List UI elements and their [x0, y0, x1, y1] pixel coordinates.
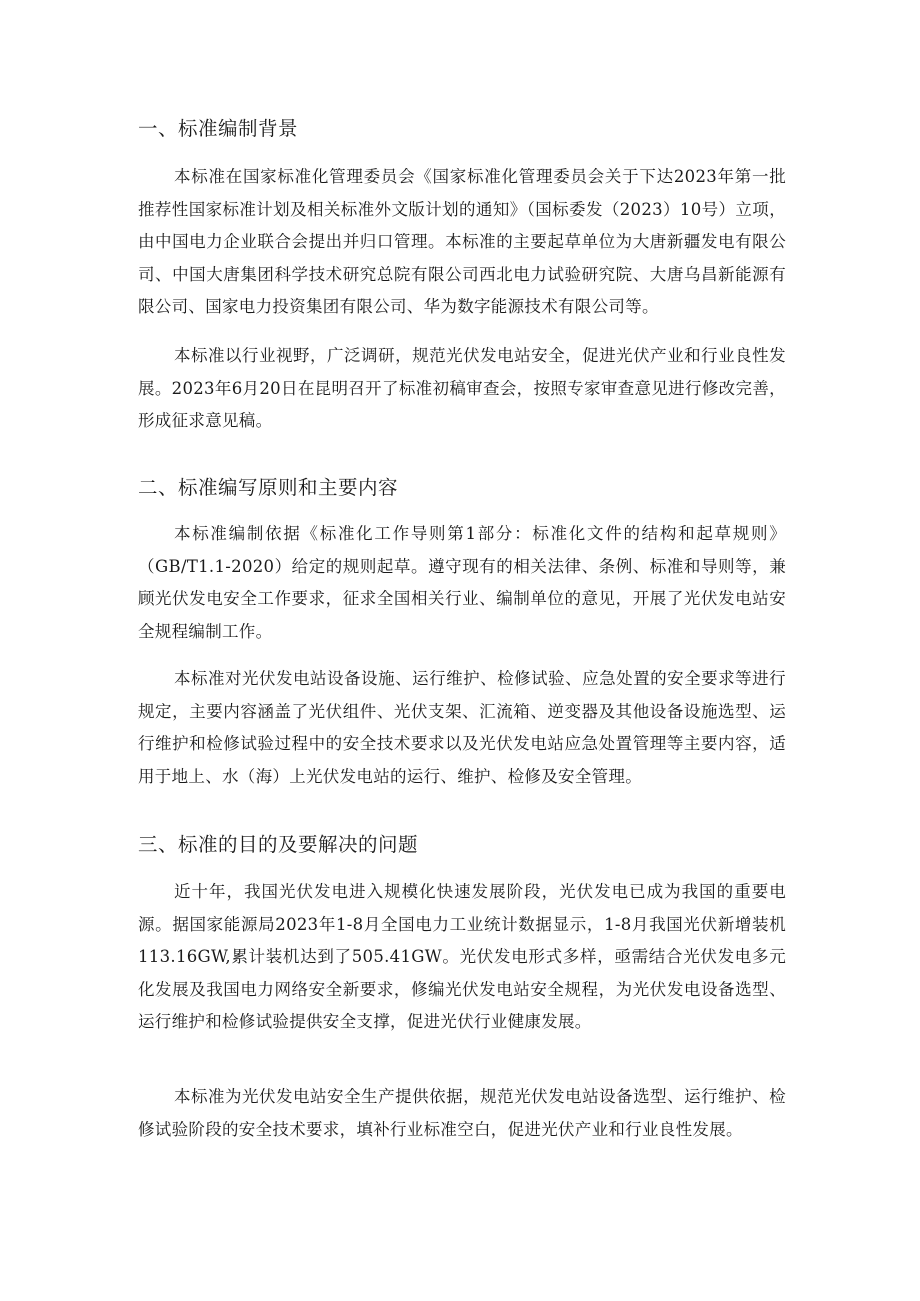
- section-1-paragraph-1: 本标准在国家标准化管理委员会《国家标准化管理委员会关于下达2023年第一批推荐性国家标准计划及相关标准外文版计划的通知》（国标委发（2023）10号）立项，由中国电力企业联合会提出并归口管理。本标准的主要起草单位为大唐新疆发电有限公司、中国大唐集团科学技术研究总院有限公司西北电力试验研究院、大唐乌昌新能源有限公司、国家电力投资集团有限公司、华为数字能源技术有限公司等。: [138, 167, 786, 316]
- section-3-heading: 三、标准的目的及要解决的问题: [138, 833, 419, 856]
- section-3-paragraph-2: 本标准为光伏发电站安全生产提供依据，规范光伏发电站设备选型、运行维护、检修试验阶段的安全技术要求，填补行业标准空白，促进光伏产业和行业良性发展。: [138, 1087, 786, 1139]
- section-1-paragraph-2: 本标准以行业视野，广泛调研，规范光伏发电站安全，促进光伏产业和行业良性发展。2023年6月20日在昆明召开了标准初稿审查会，按照专家审查意见进行修改完善，形成征求意见稿。: [138, 346, 786, 430]
- section-2-paragraph-2: 本标准对光伏发电站设备设施、运行维护、检修试验、应急处置的安全要求等进行规定，主要内容涵盖了光伏组件、光伏支架、汇流箱、逆变器及其他设备设施选型、运行维护和检修试验过程中的安全技术要求以及光伏发电站应急处置管理等主要内容，适用于地上、水（海）上光伏发电站的运行、维护、检修及安全管理。: [138, 669, 786, 786]
- section-2-paragraph-1: 本标准编制依据《标准化工作导则第1部分：标准化文件的结构和起草规则》（GB/T1.1-2020）给定的规则起草。遵守现有的相关法律、条例、标准和导则等，兼顾光伏发电安全工作要求，征求全国相关行业、编制单位的意见，开展了光伏发电站安全规程编制工作。: [138, 524, 786, 641]
- section-1-heading: 一、标准编制背景: [138, 117, 299, 140]
- section-3-paragraph-1: 近十年，我国光伏发电进入规模化快速发展阶段，光伏发电已成为我国的重要电源。据国家能源局2023年1-8月全国电力工业统计数据显示，1-8月我国光伏新增装机113.16GW,累计装机达到了505.41GW。光伏发电形式多样，亟需结合光伏发电多元化发展及我国电力网络安全新要求，修编光伏发电站安全规程，为光伏发电设备选型、运行维护和检修试验提供安全支撑，促进光伏行业健康发展。: [138, 882, 786, 1031]
- section-2-heading: 二、标准编写原则和主要内容: [138, 476, 399, 499]
